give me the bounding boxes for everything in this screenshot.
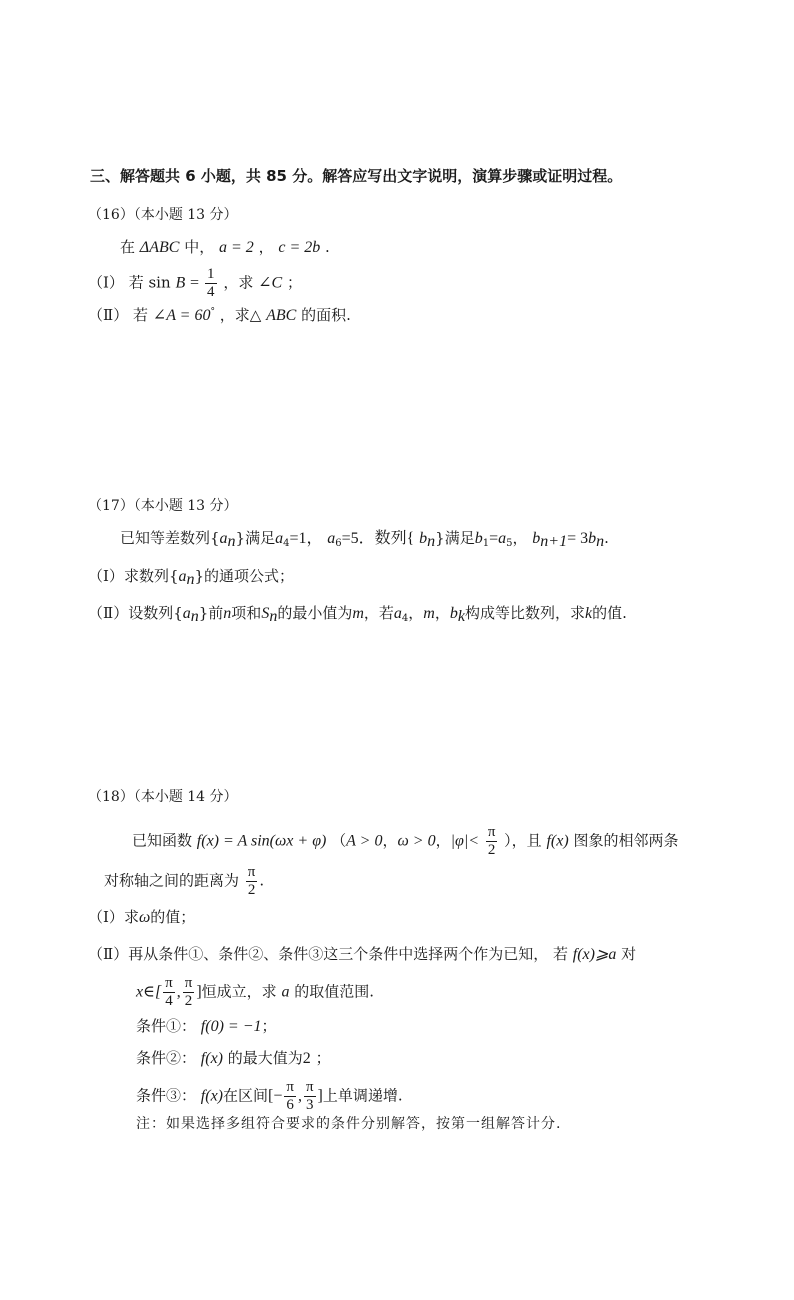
q18-cond-phi: |φ|< — [450, 832, 480, 850]
q18-stem-2: 图象的相邻两条 — [573, 831, 679, 850]
q18-condition-1 — [136, 1016, 277, 1037]
q18-cond3-fraction-2 — [304, 1079, 316, 1114]
q17-part2-2: }前 — [198, 604, 224, 622]
q17-bn1-sub: n+1 — [540, 533, 568, 550]
q18-cond1-end: ； — [261, 1017, 277, 1035]
q17-comma: ， — [512, 529, 528, 547]
q18-cond-close: ），且 — [504, 831, 542, 850]
q17-an: a — [219, 530, 228, 547]
q17-part2-bk: b — [449, 605, 458, 622]
q18-part1-w: ω — [138, 909, 151, 926]
q17-part1-label: （Ⅰ） — [88, 567, 124, 585]
q18-range-bracket: ] — [196, 983, 202, 1001]
q18-cond-A: A > 0 — [346, 832, 383, 850]
q18-range-fraction-1 — [163, 975, 175, 1010]
q17-a4-sub: 4 — [283, 538, 290, 549]
q18-cond3-f2-den: 3 — [305, 1097, 314, 1113]
q18-cond1: f(0) = −1 — [200, 1018, 262, 1035]
q18-part2-1: 再从条件①、条件②、条件③这三个条件中选择两个作为已知， 若 — [128, 945, 568, 963]
q16-part1-end: ； — [286, 273, 302, 292]
q16-stem-mid: 中， — [184, 238, 215, 256]
q17-an-sub: n — [227, 533, 236, 550]
q17-part2-bk-sub: k — [457, 608, 465, 625]
q16-part1-suffix: ，求 — [223, 273, 254, 292]
q18-part2-ineq: f(x)⩾a — [572, 946, 617, 963]
q18-cond2-fx: f(x) — [200, 1050, 223, 1067]
q16-part2-mid: ，求△ — [219, 306, 262, 324]
q16-fraction — [205, 266, 217, 301]
q17-a4: a — [275, 530, 284, 547]
q18-phi-frac-den: 2 — [487, 842, 496, 858]
q18-part2-a: a — [281, 983, 290, 1001]
q18-stem-line1 — [132, 824, 678, 859]
q16-cond-c: c = 2b — [278, 239, 321, 256]
q17-part1-an-sub: n — [186, 571, 195, 588]
q18-c2: ， — [435, 831, 451, 850]
q18-label: （18）（本小题 14 分） — [88, 789, 238, 805]
q18-fx2: f(x) — [546, 832, 569, 850]
q18-dist-fraction — [246, 864, 258, 899]
q17-part2-m2: m — [423, 605, 435, 622]
q18-cond3-comma: , — [297, 1087, 302, 1105]
q17-part2-S-sub: n — [269, 608, 278, 625]
q16-stem — [120, 237, 330, 258]
q16-part1-angle: ∠C — [258, 274, 283, 292]
q18-part2-label: （Ⅱ） — [88, 945, 129, 963]
q18-condition-3 — [136, 1079, 403, 1114]
q17-part2-m: m — [352, 605, 364, 622]
q17-stem-2: }满足 — [235, 529, 276, 547]
q18-cond2-text: 的最大值为 — [227, 1049, 303, 1067]
q17-eq1: =1， — [289, 530, 323, 547]
q18-part1-2: 的值； — [150, 908, 196, 926]
q17-part2-label: （Ⅱ） — [88, 604, 129, 622]
q18-stem-3-end: . — [259, 871, 265, 890]
q18-range-f2-den: 2 — [184, 993, 193, 1009]
q17-a5-sub: 5 — [506, 538, 513, 549]
q17-part2 — [88, 603, 627, 629]
q16-label: （16）（本小题 13 分） — [88, 207, 238, 223]
q18-dist-frac-num: π — [247, 864, 256, 880]
q16-part1-B: B — [175, 274, 186, 292]
q16-part1-eq: = — [190, 274, 204, 292]
q18-part2-3: 恒成立，求 — [201, 982, 277, 1001]
q18-c1: ， — [382, 831, 398, 850]
q18-x-in: x∈[ — [136, 983, 162, 1001]
q17-bn2-sub: n — [596, 533, 605, 550]
q18-part1-label: （Ⅰ） — [88, 908, 124, 926]
q16-part1-prefix: 若 sin — [128, 273, 171, 292]
q18-condition-2 — [136, 1048, 331, 1069]
q18-cond2-val: 2 — [302, 1050, 311, 1067]
q17-part2-S: S — [261, 605, 270, 622]
q17-part2-k: k — [585, 605, 593, 622]
q17-a6-sub: 6 — [335, 538, 342, 549]
q17-part2-4: 的最小值为 — [277, 604, 353, 622]
q16-triangle: ΔABC — [139, 239, 180, 256]
q16-part1-label: （Ⅰ） — [88, 273, 124, 292]
q18-cond3-f1-num: π — [286, 1079, 294, 1095]
q17-part2-a4: a — [393, 605, 402, 622]
q17-part1-2: }的通项公式； — [194, 567, 295, 585]
q18-range — [136, 975, 374, 1010]
q18-range-f2-num: π — [184, 975, 193, 991]
q17-bn-sub: n — [427, 533, 436, 550]
q18-cond2-end: ； — [315, 1049, 331, 1067]
q18-cond2-label: 条件②： — [136, 1049, 197, 1067]
q18-range-fraction-2 — [183, 975, 195, 1010]
q17-a5: a — [498, 530, 507, 547]
q17-eq-b2: = 3 — [567, 530, 589, 547]
q18-cond3-end: 上单调递增. — [322, 1086, 403, 1105]
q16-part2-label: （Ⅱ） — [88, 306, 129, 324]
q16-part2-suffix: 的面积. — [301, 306, 351, 324]
q18-phi-fraction — [486, 824, 498, 859]
q17-bn2: b — [588, 530, 597, 547]
q16-period: . — [325, 238, 330, 256]
q18-cond-open: （ — [331, 831, 347, 850]
q18-range-f1-den: 4 — [165, 993, 173, 1009]
q16-stem-prefix: 在 — [120, 238, 136, 256]
q17-stem — [120, 528, 609, 554]
q18-phi-frac-num: π — [487, 824, 496, 840]
q18-stem-3: 对称轴之间的距离为 — [104, 871, 240, 890]
q17-eq-b1: = — [489, 530, 499, 547]
q18-part1-1: 求 — [123, 908, 139, 926]
q18-cond3-label: 条件③： — [136, 1086, 197, 1105]
q18-cond3-bracket: ] — [317, 1087, 323, 1105]
q17-part1 — [88, 566, 294, 590]
q17-part2-7: 的值. — [592, 604, 627, 622]
q17-part2-an-sub: n — [190, 608, 199, 625]
q18-stem-line2 — [104, 864, 264, 899]
q17-part2-1: 设数列{ — [128, 604, 183, 622]
q17-part2-6: 构成等比数列，求 — [464, 604, 585, 622]
q17-bn: b — [419, 530, 428, 547]
q17-part1-an: a — [178, 568, 187, 585]
q17-part2-c1: ， — [408, 604, 424, 622]
q16-part2-deg: ° — [210, 307, 215, 317]
q18-cond3-open: [− — [268, 1087, 283, 1105]
q16-part2 — [88, 302, 351, 326]
q18-cond3-fraction-1 — [284, 1079, 296, 1114]
section-heading: 三、解答题共 6 小题，共 85 分。解答应写出文字说明，演算步骤或证明过程。 — [90, 167, 623, 185]
q17-bn1: b — [532, 530, 541, 547]
q17-stem-1: 已知等差数列{ — [120, 529, 220, 547]
q18-range-comma: , — [176, 983, 181, 1001]
q16-part2-tri: ABC — [266, 307, 297, 324]
q18-part2 — [88, 944, 636, 965]
q17-end: . — [604, 529, 609, 547]
q18-cond-w: ω > 0 — [397, 832, 436, 850]
q18-stem-1: 已知函数 — [132, 831, 193, 850]
q18-cond3-f2-num: π — [305, 1079, 314, 1095]
q17-part2-3: 项和 — [231, 604, 262, 622]
q18-cond1-label: 条件①： — [136, 1017, 197, 1035]
q17-b1-sub: 1 — [482, 538, 490, 549]
q16-comma: ， — [258, 238, 274, 256]
q16-part1 — [88, 266, 302, 301]
q17-part2-5: ，若 — [363, 604, 394, 622]
q17-part2-n: n — [223, 605, 232, 622]
q17-label: （17）（本小题 13 分） — [88, 498, 238, 514]
q17-part2-a4-sub: 4 — [401, 613, 409, 624]
q18-note: 注：如果选择多组符合要求的条件分别解答，按第一组解答计分. — [136, 1116, 562, 1132]
q16-part2-angle: ∠A = 60 — [152, 307, 211, 324]
q18-cond3-f1-den: 6 — [286, 1097, 294, 1113]
q17-a6: a — [327, 530, 336, 547]
q17-part1-1: 求数列{ — [123, 567, 179, 585]
q16-part2-prefix: 若 — [132, 306, 148, 324]
q18-function: f(x) = A sin(ωx + φ) — [196, 832, 327, 850]
q17-b1: b — [474, 530, 483, 547]
q18-cond3-fx: f(x) — [200, 1087, 223, 1105]
q17-eq5: =5．数列{ — [341, 530, 415, 547]
q18-part2-4: 的取值范围. — [294, 982, 375, 1001]
q18-dist-frac-den: 2 — [247, 882, 256, 898]
q18-cond3-text: 在区间 — [223, 1086, 269, 1105]
q16-cond-a: a = 2 — [218, 239, 254, 256]
q16-fraction-den: 4 — [207, 284, 215, 300]
q18-range-f1-num: π — [165, 975, 173, 991]
q17-stem-3: }满足 — [435, 529, 475, 547]
q18-part2-2: 对 — [621, 945, 637, 963]
q17-part2-c2: ， — [434, 604, 450, 622]
q16-fraction-num: 1 — [207, 266, 215, 282]
q18-part1 — [88, 907, 195, 928]
q17-part2-an: a — [182, 605, 191, 622]
